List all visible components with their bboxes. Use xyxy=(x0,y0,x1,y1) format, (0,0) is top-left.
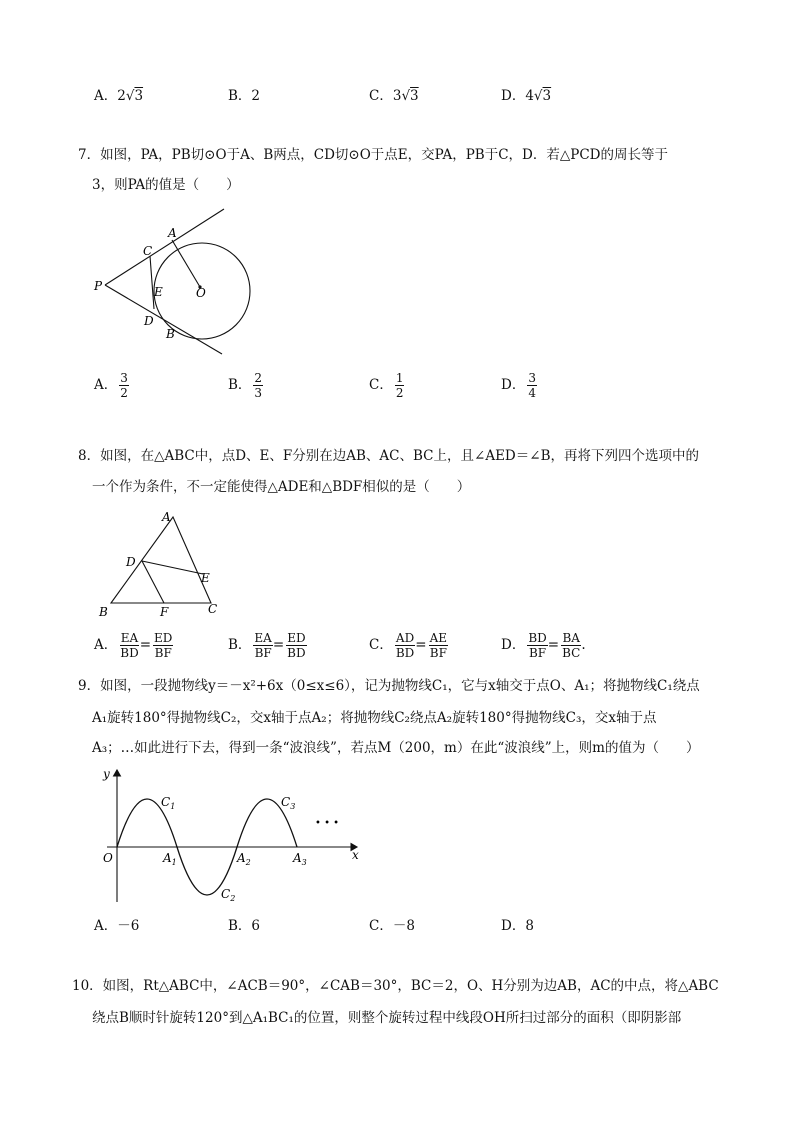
label-b: B xyxy=(99,605,108,619)
denominator: BD xyxy=(120,646,139,660)
option-tail: . xyxy=(581,637,586,653)
option-label: B． xyxy=(228,377,252,393)
q8-option-b: B． $\frac{EA}{BF}$ = $\frac{ED}{BD}$ xyxy=(228,631,306,660)
numerator: 2 xyxy=(254,371,263,385)
q6-option-c: C．3√3 xyxy=(369,88,419,104)
q8-stem-line1: 8．如图，在△ABC中，点D、E、F分别在边AB、AC、BC上，且∠AED＝∠B，再将下列四个选项中的 xyxy=(78,448,699,464)
q10-stem-line1: 10．如图，Rt△ABC中，∠ACB＝90°，∠CAB＝30°，BC＝2，O、H分别为边AB，AC的中点，将△ABC xyxy=(72,978,719,994)
option-label: C． xyxy=(369,637,393,653)
q7-option-d xyxy=(501,371,537,400)
q8-stem-line2: 一个作为条件，不一定能使得△ADE和△BDF相似的是（ ） xyxy=(92,479,471,495)
q8-option-d: D． $\frac{BD}{BF}$ = $\frac{BA}{BC}$ . xyxy=(501,631,586,660)
q9-option-b xyxy=(228,914,260,934)
fraction xyxy=(561,631,581,660)
option-label: D． xyxy=(501,637,526,653)
label-c3-main: C xyxy=(281,795,291,809)
tangent-cd xyxy=(150,256,154,309)
denominator: 3 xyxy=(254,386,263,400)
label-c1-main: C xyxy=(161,795,171,809)
numerator: BA xyxy=(562,631,580,645)
label-c: C xyxy=(208,602,218,616)
q8-figure xyxy=(95,506,230,621)
radius-oa xyxy=(172,240,200,287)
option-label: A． xyxy=(94,377,118,393)
label-d: D xyxy=(126,555,136,569)
label-x: x xyxy=(352,848,359,862)
label-c2-main: C xyxy=(221,887,231,901)
option-label: C． xyxy=(369,377,393,393)
numerator: 3 xyxy=(120,371,128,385)
label-p: P xyxy=(94,279,103,293)
denominator: BF xyxy=(528,646,547,660)
tangent-pa xyxy=(105,209,224,285)
numerator: AD xyxy=(395,631,415,645)
fraction xyxy=(395,631,415,660)
option-label: D． xyxy=(501,88,526,104)
label-e: E xyxy=(154,285,163,299)
q7-figure xyxy=(88,205,268,355)
option-label: D． xyxy=(501,918,526,934)
fraction xyxy=(253,371,263,400)
numerator: ED xyxy=(154,631,173,645)
fraction xyxy=(527,631,547,660)
option-label: A． xyxy=(94,637,118,653)
numerator: BD xyxy=(528,631,547,645)
label-a3-main: A xyxy=(293,851,302,865)
option-value: －6 xyxy=(117,918,140,934)
denominator: BC xyxy=(562,646,581,660)
q6-option-d: D．4√3 xyxy=(501,88,552,104)
fraction xyxy=(395,371,405,400)
numerator: AE xyxy=(429,631,448,645)
label-a: A xyxy=(162,510,171,524)
label-c1-sub: 1 xyxy=(170,802,176,811)
q8-option-a: A． $\frac{EA}{BD}$ = $\frac{ED}{BF}$ xyxy=(94,631,173,660)
label-a1 xyxy=(162,851,177,867)
label-e: E xyxy=(201,571,210,585)
fraction xyxy=(429,631,448,660)
segment-df xyxy=(142,561,164,603)
option-label: B． xyxy=(228,88,252,104)
label-f: F xyxy=(160,605,169,619)
denominator: 4 xyxy=(528,386,536,400)
label-c3-sub: 3 xyxy=(290,802,296,811)
q7-stem-line2: 3，则PA的值是（ ） xyxy=(92,177,240,193)
label-c: C xyxy=(143,244,153,258)
numerator: ED xyxy=(287,631,306,645)
q10-stem-line2: 绕点B顺时针旋转120°到△A₁BC₁的位置，则整个旋转过程中线段OH所扫过部分的面积（即阴影部 xyxy=(92,1010,682,1026)
label-c2-sub: 2 xyxy=(230,894,236,903)
fraction xyxy=(253,631,272,660)
option-label: C． xyxy=(369,88,393,104)
q9-option-d xyxy=(501,914,534,934)
label-a3 xyxy=(292,851,307,867)
fraction xyxy=(119,371,129,400)
numerator: EA xyxy=(120,631,139,645)
q9-stem-line3: A₃；…如此进行下去，得到一条“波浪线”，若点M（200，m）在此“波浪线”上，则m的值为（ ） xyxy=(92,740,700,756)
q6-option-b xyxy=(228,84,260,104)
denominator: BF xyxy=(254,646,272,660)
option-label: A． xyxy=(94,918,118,934)
option-value: －8 xyxy=(392,918,415,934)
denominator: 2 xyxy=(120,386,128,400)
option-radicand: 3 xyxy=(542,88,552,104)
label-a2-sub: 2 xyxy=(245,858,251,867)
label-o: O xyxy=(196,286,206,300)
label-c2 xyxy=(221,887,235,903)
option-coef: 2 xyxy=(117,88,126,104)
fraction xyxy=(119,631,139,660)
option-value: 8 xyxy=(525,918,534,934)
q8-option-c: C． $\frac{AD}{BD}$ = $\frac{AE}{BF}$ xyxy=(369,631,448,660)
q9-option-c xyxy=(369,914,415,934)
option-value: 2 xyxy=(251,88,261,104)
q6-option-a: A．2√3 xyxy=(94,88,144,104)
numerator: 1 xyxy=(395,371,404,385)
label-d: D xyxy=(144,314,154,328)
option-label: D． xyxy=(501,377,526,393)
label-c3 xyxy=(281,795,295,811)
label-c1 xyxy=(161,795,175,811)
option-coef: 4 xyxy=(525,88,534,104)
denominator: 2 xyxy=(395,386,404,400)
q7-option-a xyxy=(94,371,129,400)
option-label: B． xyxy=(228,918,252,934)
fraction xyxy=(153,631,173,660)
q7-stem-line1: 7．如图，PA，PB切⊙O于A、B两点，CD切⊙O于点E，交PA，PB于C，D．若△PCD的周长等于 xyxy=(78,147,668,163)
label-a2-main: A xyxy=(237,851,246,865)
q9-option-a xyxy=(94,914,139,934)
fraction xyxy=(286,631,306,660)
denominator: BD xyxy=(287,646,306,660)
option-label: B． xyxy=(228,637,252,653)
numerator: 3 xyxy=(528,371,536,385)
q7-option-c xyxy=(369,371,404,400)
option-radicand: 3 xyxy=(410,88,419,104)
label-y: y xyxy=(103,767,110,781)
label-a3-sub: 3 xyxy=(301,858,307,867)
label-a1-main: A xyxy=(163,851,172,865)
label-a1-sub: 1 xyxy=(171,858,177,867)
option-value: 6 xyxy=(251,918,261,934)
denominator: BD xyxy=(395,646,415,660)
option-label: C． xyxy=(369,918,393,934)
q9-figure xyxy=(95,764,370,906)
option-label: A． xyxy=(94,88,118,104)
ellipsis-dots: • • • xyxy=(315,818,340,829)
q9-stem-line2: A₁旋转180°得抛物线C₂，交x轴于点A₂；将抛物线C₂绕点A₂旋转180°得抛物线C₃，交x轴于点 xyxy=(92,710,657,726)
label-o: O xyxy=(103,851,113,865)
label-b: B xyxy=(166,327,175,341)
option-coef: 3 xyxy=(392,88,402,104)
label-a: A xyxy=(168,226,177,240)
numerator: EA xyxy=(254,631,272,645)
denominator: BF xyxy=(154,646,172,660)
q9-stem-line1: 9．如图，一段抛物线y＝－x²+6x（0≤x≤6），记为抛物线C₁，它与x轴交于点O、A₁；将抛物线C₁绕点 xyxy=(78,678,700,694)
label-a2 xyxy=(236,851,251,867)
fraction xyxy=(527,371,537,400)
denominator: BF xyxy=(429,646,447,660)
option-radicand: 3 xyxy=(134,88,144,104)
q7-option-b xyxy=(228,371,263,400)
